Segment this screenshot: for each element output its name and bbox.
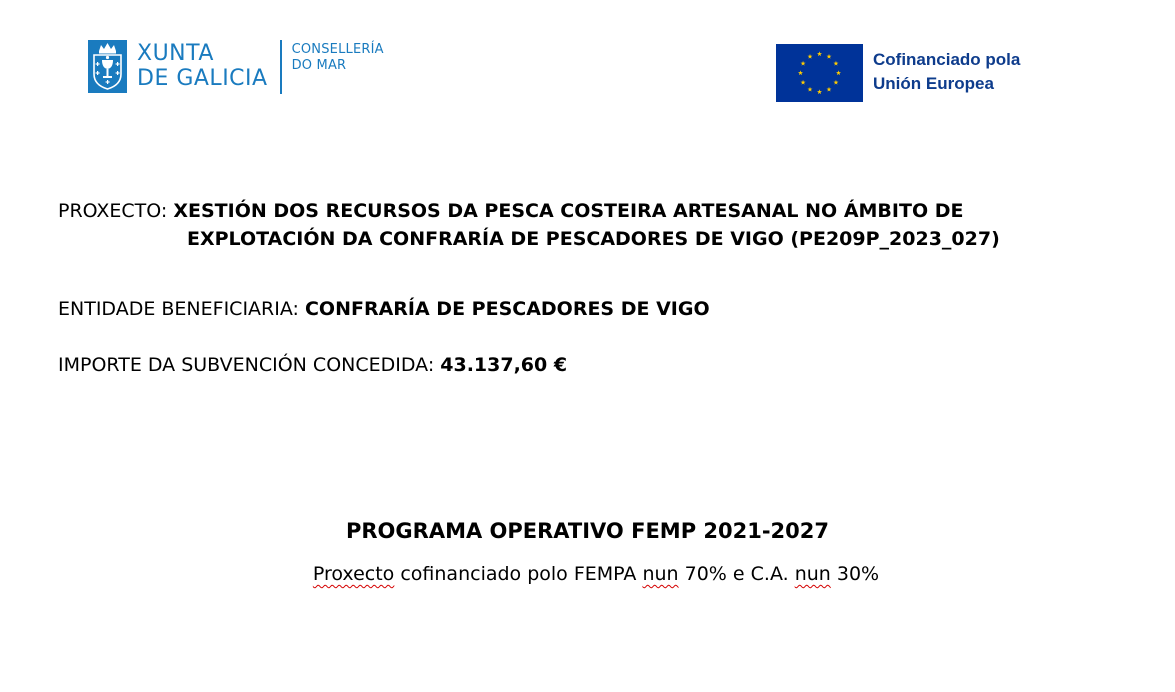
department-line1: CONSELLERÍA [291,42,384,57]
galicia-coat-of-arms-icon [88,40,127,93]
project-title-line1: XESTIÓN DOS RECURSOS DA PESCA COSTEIRA ARTESANAL NO ÁMBITO DE [173,200,964,222]
xunta-wordmark [137,41,268,91]
beneficiary-row [58,295,710,323]
project-row [58,197,963,225]
beneficiary-value: CONFRARÍA DE PESCADORES DE VIGO [304,298,710,320]
cofunding-text-1: cofinanciado polo FEMPA [394,563,643,585]
xunta-line1: XUNTA [137,41,214,66]
department-name [292,42,384,74]
spellcheck-word-nun-1: nun [642,563,679,585]
eu-flag-icon [776,44,863,102]
spellcheck-word-nun-2: nun [794,563,831,585]
grant-amount-row [58,351,567,379]
eu-line2: Unión Europea [873,74,994,93]
eu-cofunding-logo [776,44,1020,102]
project-label: PROXECTO: [58,200,174,222]
spellcheck-word-proxecto: Proxecto [312,563,395,585]
xunta-line2: DE GALICIA [137,66,268,91]
project-title-line2: EXPLOTACIÓN DA CONFRARÍA DE PESCADORES DE VIGO (PE209P_2023_027) [187,228,1000,250]
program-title: PROGRAMA OPERATIVO FEMP 2021-2027 [346,519,829,543]
grant-amount-label: IMPORTE DA SUBVENCIÓN CONCEDIDA: [58,354,441,376]
xunta-logo [88,40,384,96]
beneficiary-label: ENTIDADE BENEFICIARIA: [58,298,305,320]
grant-amount-value: 43.137,60 € [440,354,568,376]
program-cofunding-note [0,560,1175,588]
eu-cofunding-text [873,48,1020,96]
cofunding-text-3: 30% [830,563,880,585]
department-line2: DO MAR [291,58,347,73]
project-row-continued [187,225,1000,253]
logo-divider [280,40,282,94]
cofunding-text-2: 70% e C.A. [678,563,795,585]
eu-line1: Cofinanciado pola [873,50,1021,69]
